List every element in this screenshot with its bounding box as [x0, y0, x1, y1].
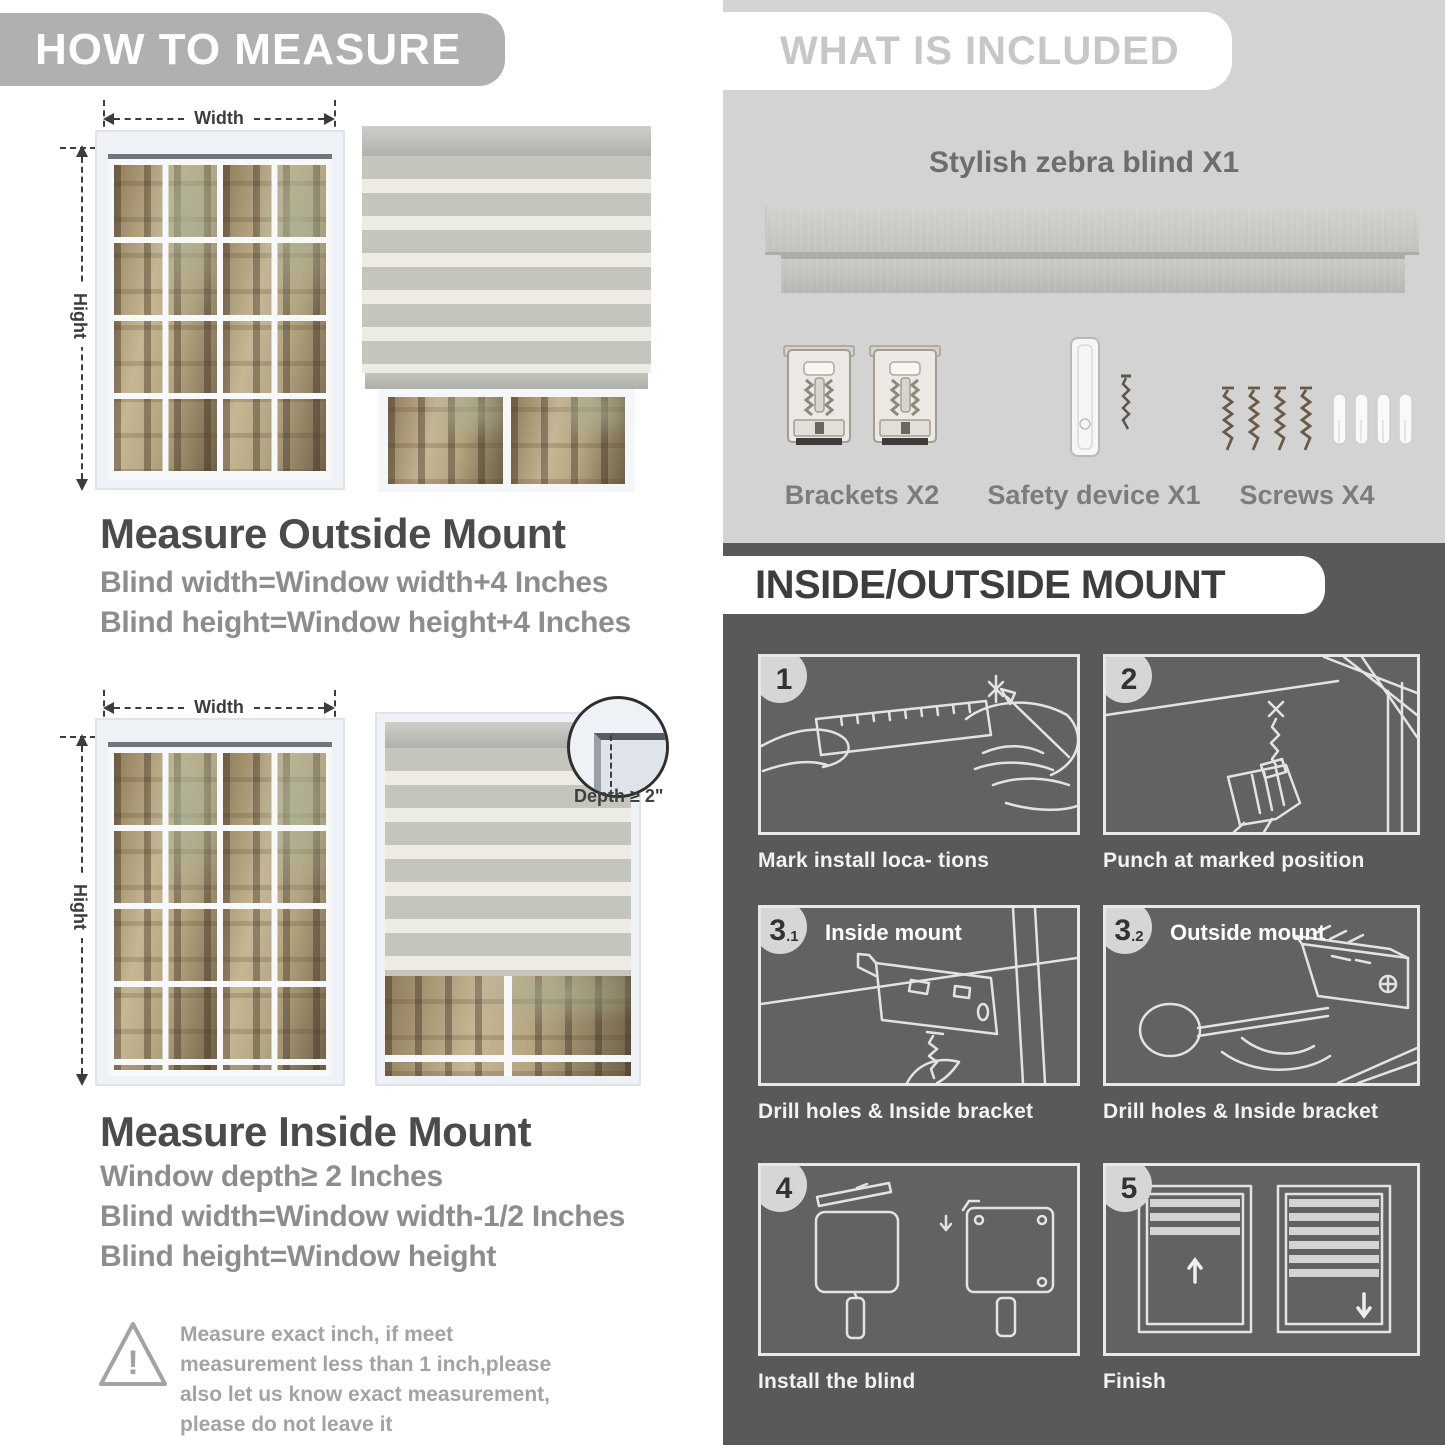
install-blind-illustration: [761, 1166, 1077, 1353]
step-caption-1: Mark install loca- tions: [758, 849, 990, 872]
mount-steps-section: [723, 543, 1445, 1445]
blind-cassette: [362, 126, 651, 156]
window-below-blind: [378, 389, 635, 492]
window-below-blind: [385, 976, 631, 1076]
magnifier-circle-icon: [567, 696, 669, 798]
blind-valance-image: [781, 255, 1405, 293]
safety-device-label: Safety device X1: [987, 480, 1201, 510]
arrow-up-icon: [76, 734, 88, 746]
blind-stripes: [362, 156, 651, 373]
mount-section-title: INSIDE/OUTSIDE MOUNT: [755, 562, 1226, 607]
inside-height-dimension: [70, 736, 90, 1084]
safety-device-icon: [1053, 336, 1149, 464]
inside-mount-width-rule: Blind width=Window width-1/2 Inches: [100, 1200, 626, 1233]
depth-label: Depth ≥ 2": [574, 786, 664, 806]
outside-height-dimension: [70, 147, 90, 489]
blind-bottom-rail: [365, 373, 648, 389]
drill-illustration: [1106, 657, 1417, 832]
what-is-included-title: WHAT IS INCLUDED: [780, 28, 1180, 73]
height-dimension-label: Hight: [69, 285, 90, 347]
measurement-warning-text: Measure exact inch, if meet measurement less than 1 inch,please also let us know exact measurement, please do not leave it: [180, 1323, 552, 1436]
window-pane: [388, 397, 503, 484]
outside-mount-width-rule: Blind width=Window width+4 Inches: [100, 566, 609, 599]
inside-mount-depth-rule: Window depth≥ 2 Inches: [100, 1160, 443, 1193]
warning-triangle-icon: [95, 1316, 171, 1396]
how-to-measure-title: HOW TO MEASURE: [35, 24, 462, 74]
step-panel-4: [758, 1163, 1080, 1356]
bracket-icon: [783, 342, 855, 454]
step-panel-5: [1103, 1163, 1420, 1356]
window-illustration-outside: [95, 130, 345, 490]
svg-text:!: !: [127, 1344, 139, 1382]
mark-location-illustration: [761, 657, 1077, 832]
step-panel-3-1: [758, 905, 1080, 1086]
window-pane: [114, 753, 217, 1070]
step-number-badge: 3 .1: [758, 905, 807, 954]
outside-width-dimension: [103, 108, 335, 129]
what-is-included-header: [723, 12, 1232, 90]
arrow-down-icon: [76, 479, 88, 491]
screws-label: Screws X4: [1239, 480, 1375, 510]
step-panel-1: [758, 654, 1080, 835]
inside-width-dimension: [103, 697, 335, 718]
width-dimension-label: Width: [194, 697, 244, 717]
brackets-image: [783, 342, 941, 454]
bracket-icon: [869, 342, 941, 454]
inside-mount-title: Measure Inside Mount: [100, 1108, 532, 1155]
step-panel-2: [1103, 654, 1420, 835]
arrow-down-icon: [76, 1074, 88, 1086]
window-sashes: [108, 742, 332, 1076]
height-dimension-label: Hight: [69, 876, 90, 938]
step-number-badge: 3 .2: [1103, 905, 1152, 954]
window-pane: [114, 165, 217, 474]
outside-mount-height-rule: Blind height=Window height+4 Inches: [100, 606, 631, 639]
depth-guide-line: [610, 735, 612, 787]
arrow-up-icon: [76, 145, 88, 157]
blind-headrail-image: [765, 205, 1419, 255]
outside-mount-step-title: Outside mount: [1170, 920, 1326, 945]
window-sash-rail: [385, 1055, 631, 1062]
brackets-label: Brackets X2: [784, 480, 940, 510]
what-is-included-section: [723, 0, 1445, 543]
step-caption-2: Punch at marked position: [1103, 849, 1365, 872]
zebra-blind-outside-mount: [362, 126, 651, 492]
finish-illustration: [1106, 1166, 1417, 1353]
step-number-badge: 5: [1103, 1163, 1152, 1212]
step-caption-5: Finish: [1103, 1370, 1167, 1393]
step-caption-3-1: Drill holes & Inside bracket: [758, 1100, 1034, 1123]
inside-mount-height-rule: Blind height=Window height: [100, 1240, 497, 1273]
screws-icon: [1217, 384, 1417, 460]
window-pane: [223, 753, 326, 1070]
outside-mount-title: Measure Outside Mount: [100, 510, 566, 557]
mount-section-header: [723, 556, 1325, 614]
how-to-measure-header: [0, 13, 505, 86]
step-panel-3-2: [1103, 905, 1420, 1086]
width-dimension-label: Width: [194, 108, 244, 128]
window-pane: [223, 165, 326, 474]
step-number-badge: 2: [1103, 654, 1152, 703]
inside-mount-step-title: Inside mount: [825, 920, 962, 945]
step-number-badge: 4: [758, 1163, 807, 1212]
step-caption-3-2: Drill holes & Inside bracket: [1103, 1100, 1379, 1123]
window-pane: [511, 397, 626, 484]
window-sashes: [108, 154, 332, 480]
stylish-zebra-blind-label: Stylish zebra blind X1: [928, 146, 1240, 179]
window-illustration-inside: [95, 718, 345, 1086]
step-number-badge: 1: [758, 654, 807, 703]
step-caption-4: Install the blind: [758, 1370, 916, 1393]
